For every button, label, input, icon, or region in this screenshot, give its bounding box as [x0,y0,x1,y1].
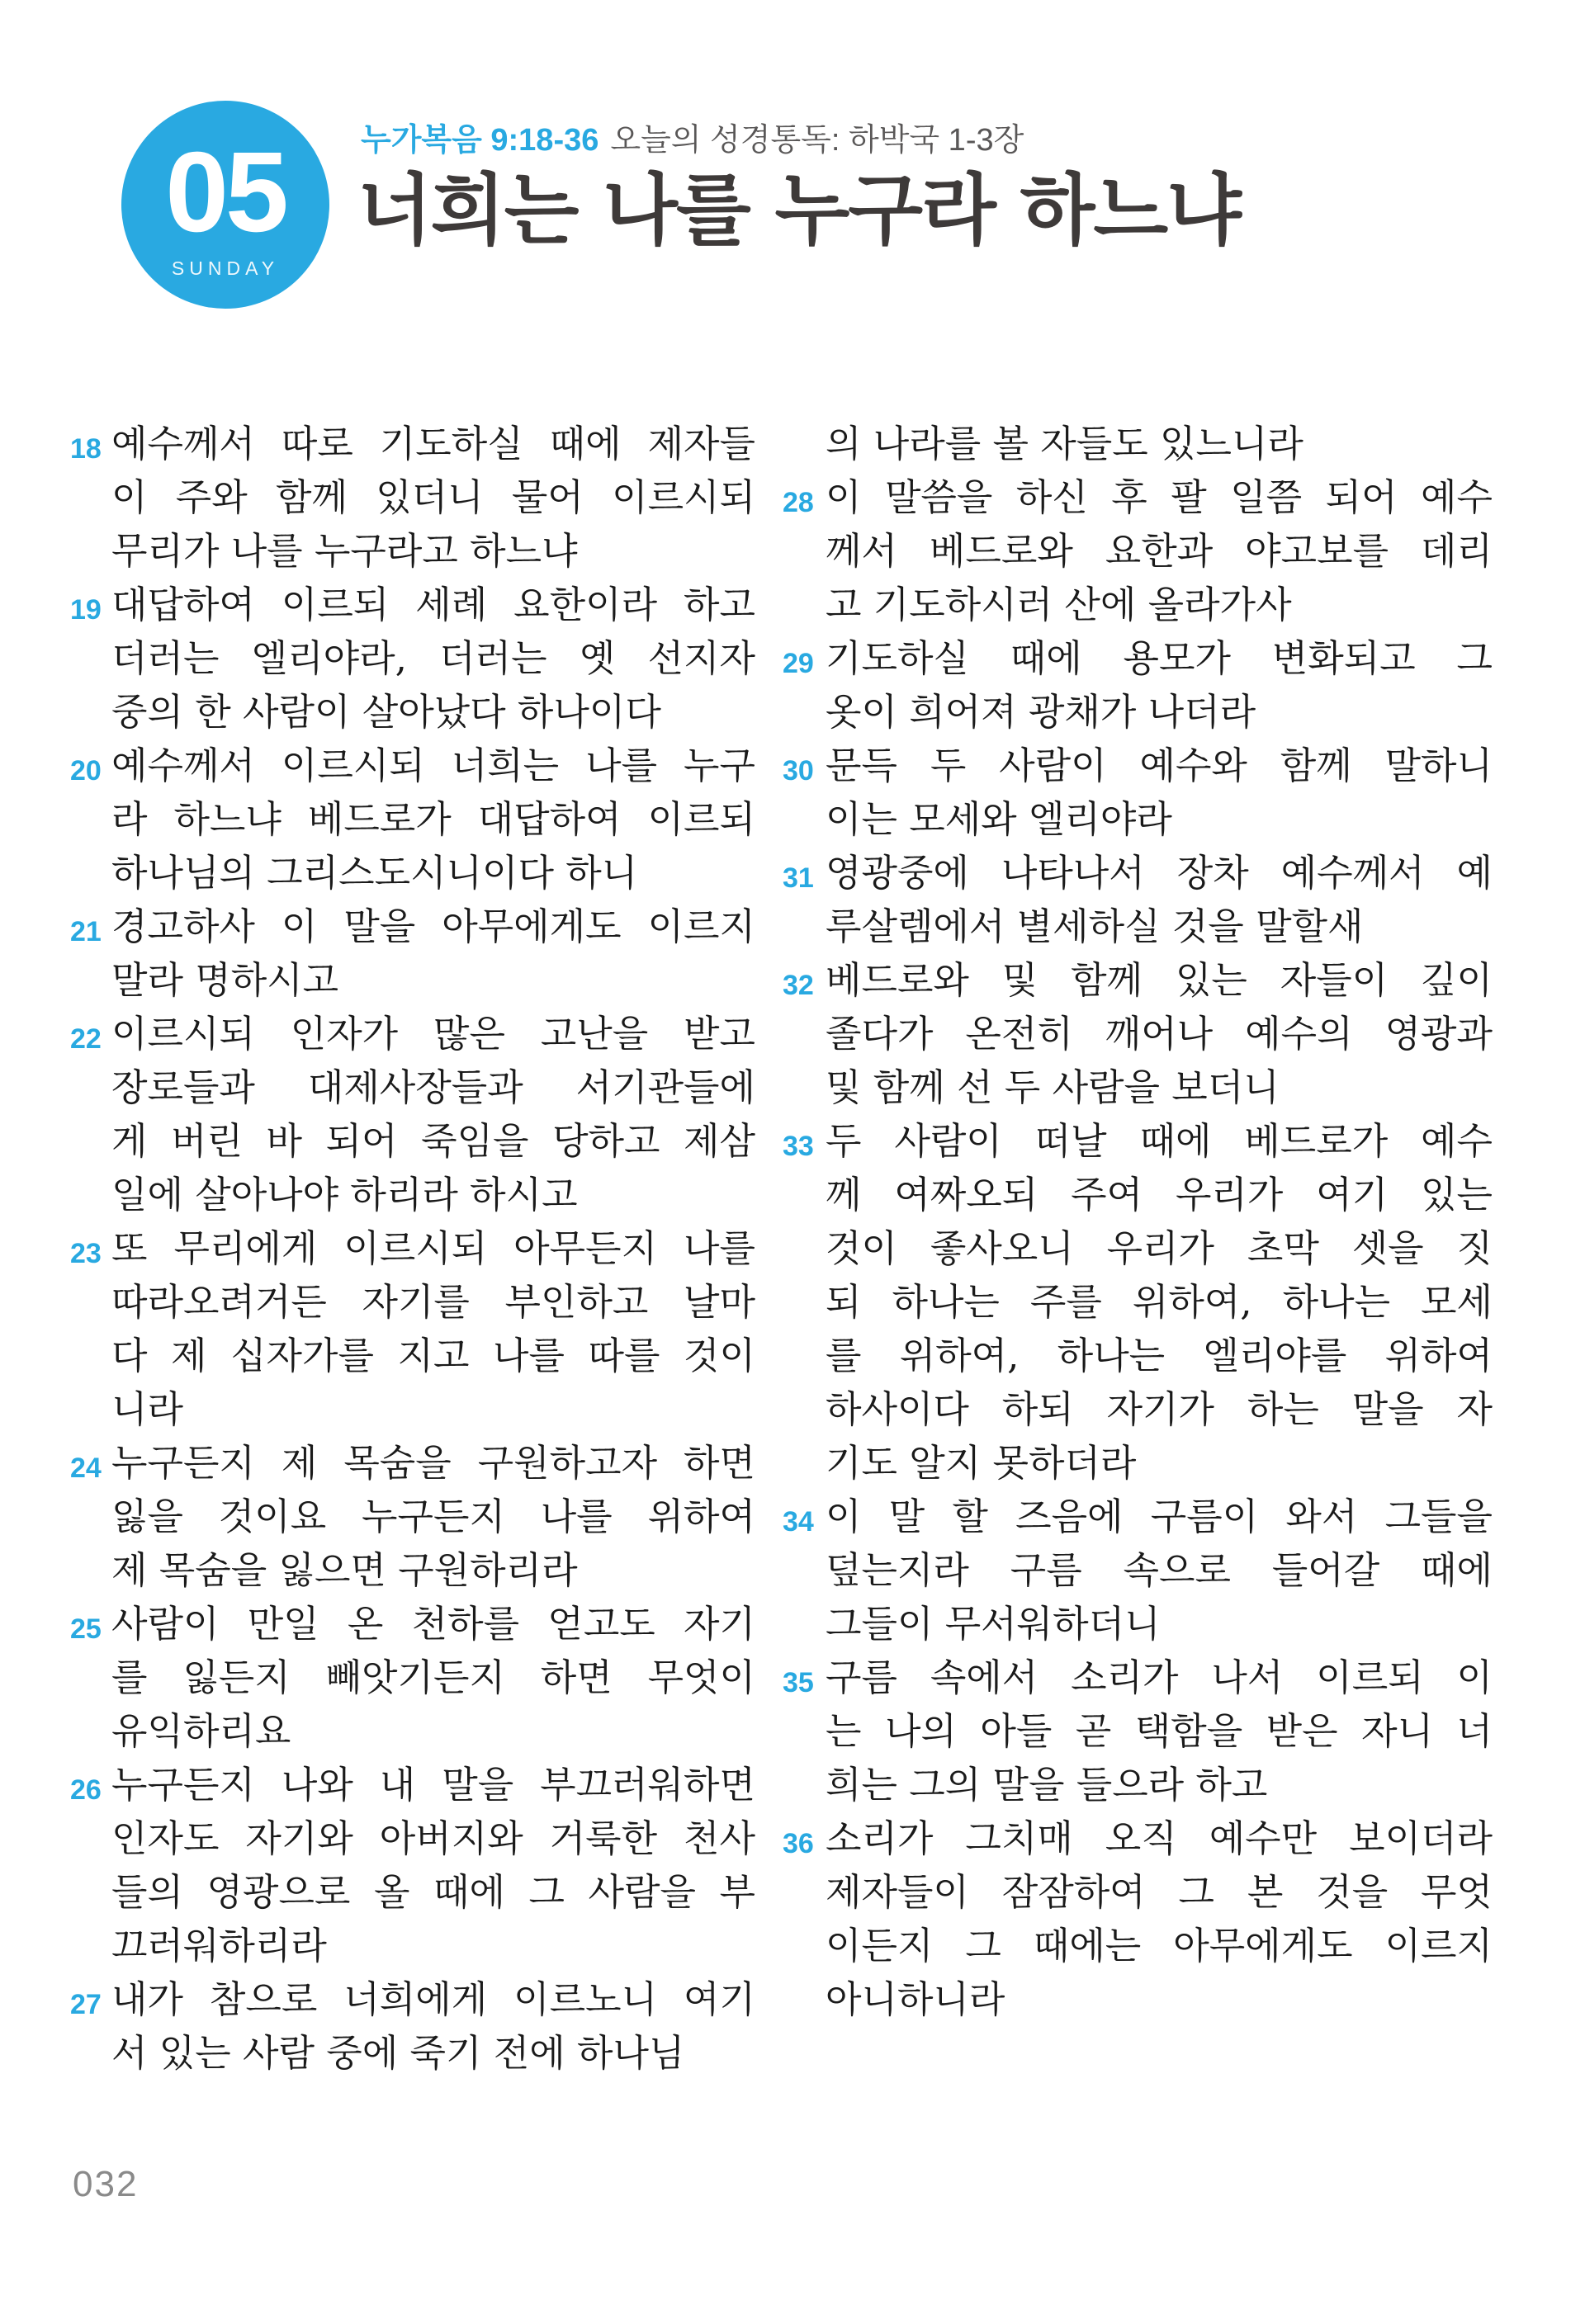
verse-block [783,417,1493,470]
verse-block [783,1490,1493,1651]
verse-block [70,739,755,900]
verse-line: 덮는지라 구름 속으로 들어갈 때에 [826,1548,1493,1592]
verse-line: 무리가 나를 누구라고 하느냐 [111,529,578,573]
verse-line: 이 주와 함께 있더니 물어 이르시되 [111,475,755,519]
verse-line: 중의 한 사람이 살아났다 하나이다 [111,690,661,734]
verse-line: 인자도 자기와 아버지와 거룩한 천사 [111,1816,755,1860]
reading-plan-note: 오늘의 성경통독: 하박국 1-3장 [610,123,1024,158]
verse-line: 졸다가 온전히 깨어나 예수의 영광과 [826,1012,1493,1056]
verse-number: 35 [783,1667,814,1698]
verse-line: 영광중에 나타나서 장차 예수께서 예 [826,851,1493,895]
verse-block [783,846,1493,953]
verse-line: 구름 속에서 소리가 나서 이르되 이 [826,1656,1493,1699]
verse-line: 되 하나는 주를 위하여, 하나는 모세 [826,1280,1493,1324]
scripture-column-right [783,417,1493,2026]
verse-line: 이르시되 인자가 많은 고난을 받고 [111,1012,755,1056]
verse-block [70,1436,755,1597]
verse-number: 33 [783,1131,814,1162]
verse-line: 것이 좋사오니 우리가 초막 셋을 짓 [826,1226,1493,1270]
verse-line: 더러는 엘리야라, 더러는 옛 선지자 [111,636,755,680]
verse-number: 22 [70,1023,102,1055]
verse-line: 베드로와 및 함께 있는 자들이 깊이 [826,958,1493,1002]
verse-number: 28 [783,487,814,518]
verse-block [70,578,755,739]
verse-line: 제 목숨을 잃으면 구원하리라 [111,1548,578,1592]
verse-line: 하사이다 하되 자기가 하는 말을 자 [826,1387,1493,1431]
verse-line: 서 있는 사람 중에 죽기 전에 하나님 [111,2031,685,2075]
page-number: 032 [73,2164,139,2204]
passage-reference: 누가복음 9:18-36 [361,123,599,158]
verse-line: 아니하니라 [826,1977,1005,2021]
verse-number: 23 [70,1238,102,1269]
verse-number: 30 [783,755,814,786]
verse-line: 이든지 그 때에는 아무에게도 이르지 [826,1924,1493,1967]
verse-block [70,900,755,1007]
verse-line: 를 잃든지 빼앗기든지 하면 무엇이 [111,1656,755,1699]
verse-line: 문득 두 사람이 예수와 함께 말하니 [826,744,1493,787]
verse-line: 경고하사 이 말을 아무에게도 이르지 [111,905,755,948]
verse-number: 27 [70,1989,102,2020]
verse-line: 일에 살아나야 하리라 하시고 [111,1173,578,1216]
verse-line: 게 버린 바 되어 죽임을 당하고 제삼 [111,1119,755,1163]
verse-block [70,1007,755,1221]
verse-line: 내가 참으로 너희에게 이르노니 여기 [111,1977,755,2021]
verse-number: 31 [783,862,814,894]
verse-line: 께 여짜오되 주여 우리가 여기 있는 [826,1173,1493,1216]
verse-number: 36 [783,1828,814,1859]
verse-line: 희는 그의 말을 들으라 하고 [826,1763,1268,1807]
verse-block [783,470,1493,631]
verse-line: 사람이 만일 온 천하를 얻고도 자기 [111,1602,755,1646]
verse-line: 옷이 희어져 광채가 나더라 [826,690,1256,734]
verse-line: 소리가 그치매 오직 예수만 보이더라 [826,1816,1493,1860]
verse-line: 끄러워하리라 [111,1924,327,1967]
verse-number: 32 [783,970,814,1001]
day-label: SUNDAY [171,257,280,279]
verse-line: 누구든지 제 목숨을 구원하고자 하면 [111,1441,755,1485]
verse-line: 대답하여 이르되 세례 요한이라 하고 [111,583,755,626]
verse-number: 24 [70,1452,102,1484]
verse-number: 21 [70,916,102,947]
verse-line: 및 함께 선 두 사람을 보더니 [826,1065,1280,1109]
verse-line: 다 제 십자가를 지고 나를 따를 것이 [111,1334,756,1377]
verse-line: 이는 모세와 엘리야라 [826,797,1172,841]
day-circle-badge [121,101,329,309]
header-meta-line [361,122,1024,160]
verse-line: 들의 영광으로 올 때에 그 사람을 부 [111,1870,755,1914]
verse-line: 예수께서 따로 기도하실 때에 제자들 [111,422,755,465]
verse-line: 이 말 할 즈음에 구름이 와서 그들을 [826,1495,1493,1538]
verse-block [70,1972,755,2080]
verse-block [70,1758,755,1972]
verse-line: 를 위하여, 하나는 엘리야를 위하여 [826,1334,1493,1377]
verse-line: 제자들이 잠잠하여 그 본 것을 무엇 [826,1870,1493,1914]
verse-block [70,417,755,578]
scripture-column-left [70,417,755,2080]
verse-block [70,1221,755,1436]
verse-block [783,631,1493,739]
verse-line: 그들이 무서워하더니 [826,1602,1161,1646]
verse-line: 이 말씀을 하신 후 팔 일쯤 되어 예수 [826,475,1493,519]
verse-number: 25 [70,1613,102,1645]
verse-line: 두 사람이 떠날 때에 베드로가 예수 [826,1119,1493,1163]
verse-line: 잃을 것이요 누구든지 나를 위하여 [111,1495,755,1538]
verse-number: 20 [70,755,102,786]
verse-line: 누구든지 나와 내 말을 부끄러워하면 [111,1763,755,1807]
verse-line: 기도 알지 못하더라 [826,1441,1137,1485]
verse-line: 따라오려거든 자기를 부인하고 날마 [111,1280,755,1324]
verse-number: 29 [783,648,814,679]
verse-number: 34 [783,1506,814,1538]
verse-line: 의 나라를 볼 자들도 있느니라 [826,422,1303,465]
verse-line: 기도하실 때에 용모가 변화되고 그 [826,636,1493,680]
verse-number: 18 [70,433,102,465]
verse-line: 라 하느냐 베드로가 대답하여 이르되 [111,797,755,841]
page-title: 너희는 나를 누구라 하느냐 [357,165,1241,256]
verse-block [783,953,1493,1114]
verse-block [783,1114,1493,1490]
verse-number: 19 [70,594,102,626]
verse-block [783,739,1493,846]
day-number: 05 [165,128,286,256]
verse-line: 예수께서 이르시되 너희는 나를 누구 [111,744,755,787]
verse-line: 고 기도하시러 산에 올라가사 [826,583,1292,626]
verse-line: 장로들과 대제사장들과 서기관들에 [111,1065,755,1109]
verse-line: 는 나의 아들 곧 택함을 받은 자니 너 [826,1709,1493,1753]
verse-block [70,1597,755,1758]
verse-line: 니라 [111,1387,183,1431]
verse-number: 26 [70,1774,102,1806]
verse-line: 또 무리에게 이르시되 아무든지 나를 [111,1226,755,1270]
verse-line: 하나님의 그리스도시니이다 하니 [111,851,638,895]
verse-line: 루살렘에서 별세하실 것을 말할새 [826,905,1364,948]
verse-line: 말라 명하시고 [111,958,339,1002]
verse-block [783,1651,1493,1811]
verse-line: 께서 베드로와 요한과 야고보를 데리 [826,529,1493,573]
verse-line: 유익하리요 [111,1709,291,1753]
verse-block [783,1811,1493,2026]
